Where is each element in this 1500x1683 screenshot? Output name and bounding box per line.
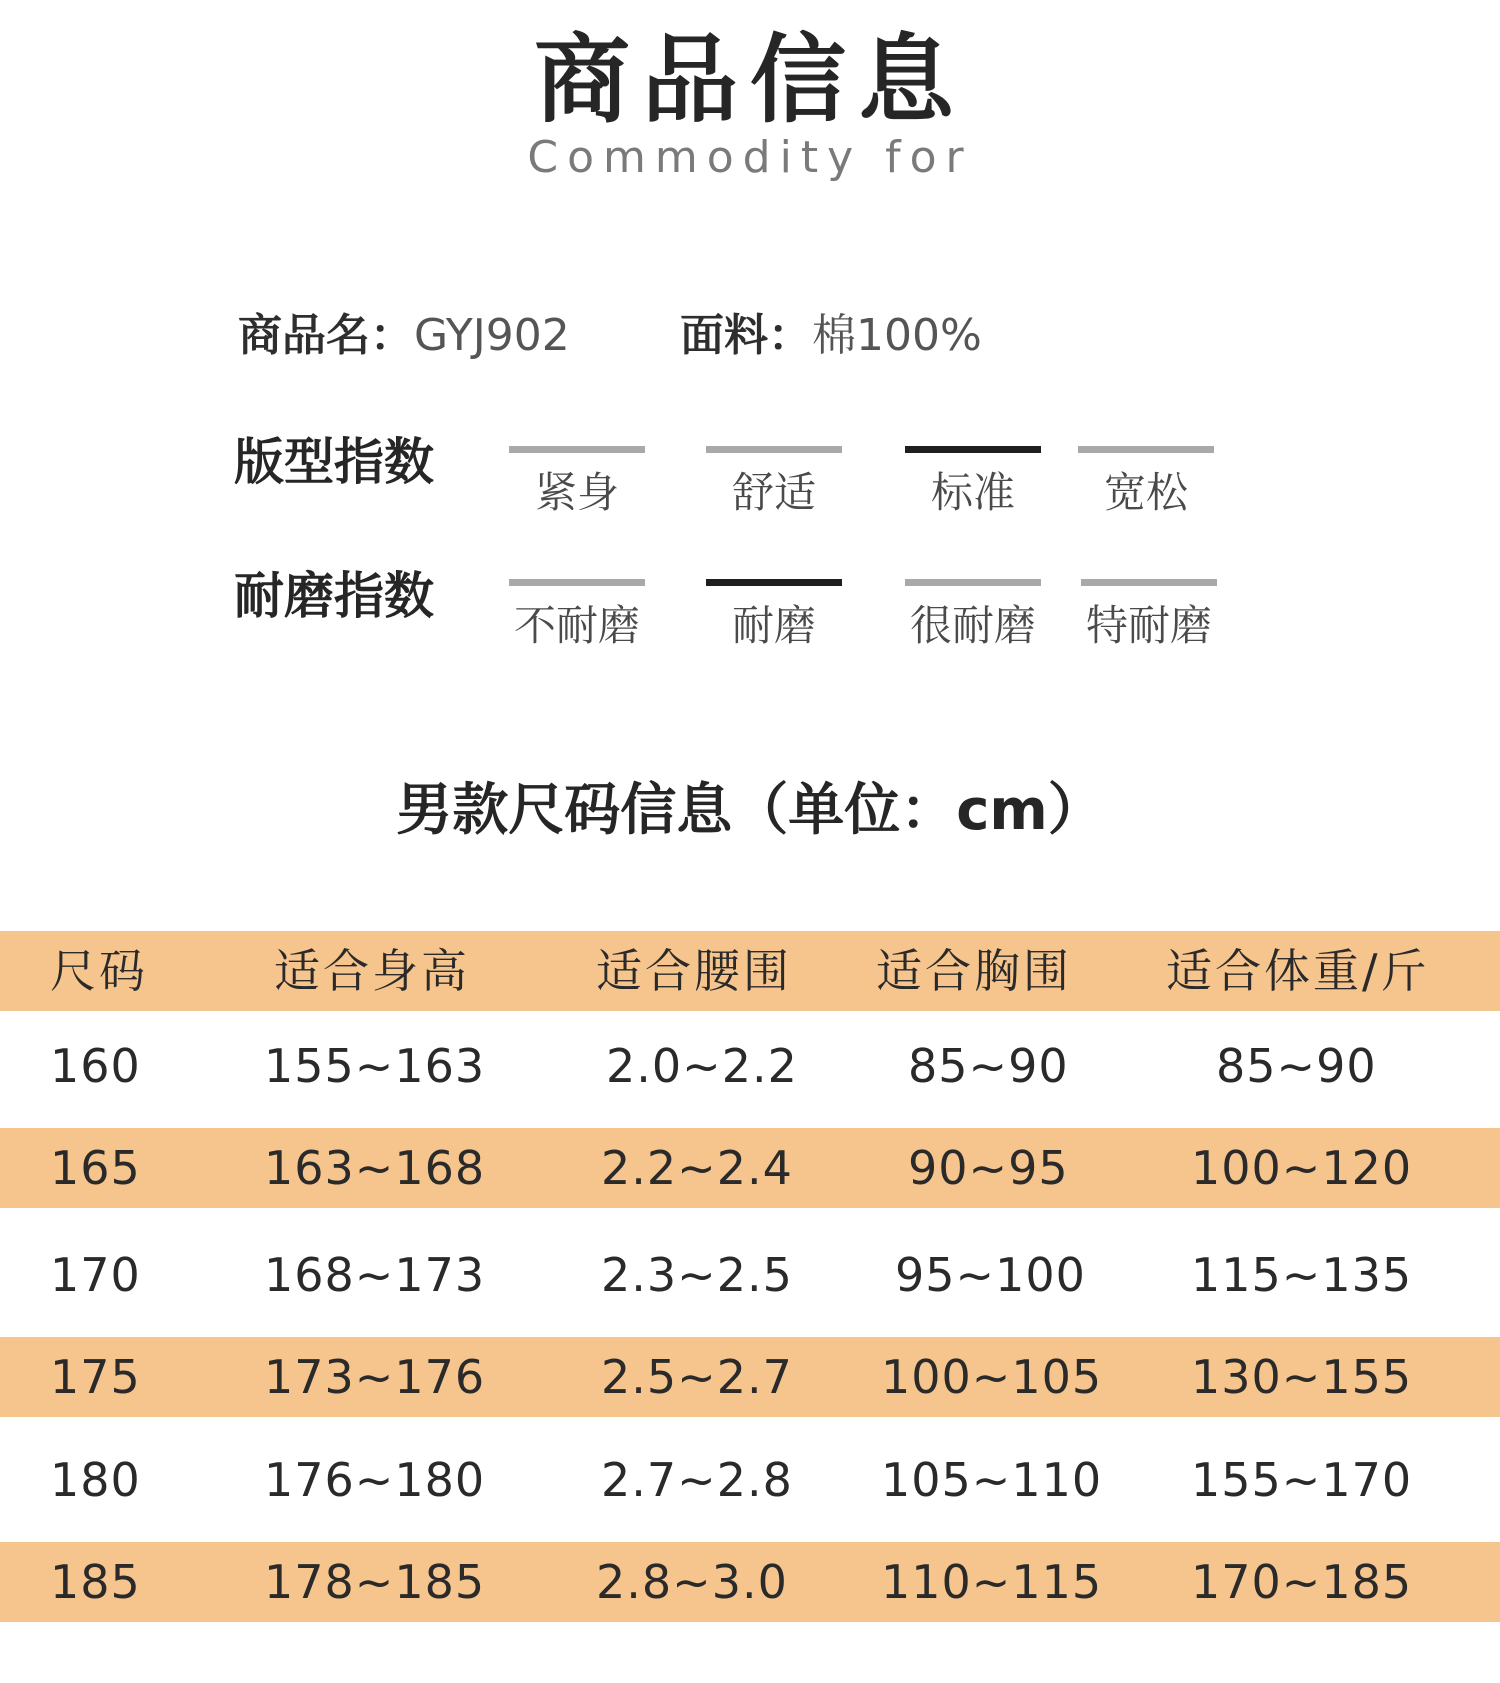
table-cell: 170 — [50, 1248, 141, 1302]
table-cell: 100~120 — [1191, 1141, 1413, 1195]
table-cell: 160 — [50, 1039, 141, 1093]
size-table-title: 男款尺码信息（单位：cm） — [396, 778, 1104, 843]
table-row — [0, 1542, 1500, 1622]
table-cell: 176~180 — [264, 1453, 486, 1507]
column-header: 适合胸围 — [876, 944, 1072, 998]
table-cell: 2.2~2.4 — [601, 1141, 793, 1195]
wear-option-bar-selected — [706, 579, 842, 586]
fit-option-bar — [509, 446, 645, 453]
column-header: 适合体重/斤 — [1166, 944, 1430, 998]
fabric-label: 面料： — [680, 310, 812, 361]
table-cell: 168~173 — [264, 1248, 486, 1302]
fit-option-label: 舒适 — [731, 468, 816, 517]
table-cell: 105~110 — [881, 1453, 1103, 1507]
table-cell: 95~100 — [895, 1248, 1086, 1302]
table-row — [0, 1026, 1500, 1106]
wear-option-extra-durable — [1081, 579, 1217, 652]
table-cell: 2.5~2.7 — [601, 1350, 793, 1404]
wear-option-bar — [1081, 579, 1217, 586]
fit-option-bar-selected — [905, 446, 1041, 453]
table-cell: 110~115 — [881, 1555, 1103, 1609]
fit-index-label: 版型指数 — [234, 433, 434, 491]
column-header: 尺码 — [50, 944, 148, 998]
column-header: 适合身高 — [274, 944, 470, 998]
table-row — [0, 1235, 1500, 1315]
fit-option-standard — [905, 446, 1041, 519]
table-cell: 2.8~3.0 — [596, 1555, 788, 1609]
table-cell: 165 — [50, 1141, 141, 1195]
table-cell: 115~135 — [1191, 1248, 1413, 1302]
wear-option-label: 耐磨 — [731, 601, 816, 650]
table-cell: 2.0~2.2 — [606, 1039, 798, 1093]
product-name — [238, 306, 570, 366]
fit-option-tight — [509, 446, 645, 519]
table-cell: 185 — [50, 1555, 141, 1609]
page-subtitle: Commodity for — [527, 132, 973, 183]
table-cell: 85~90 — [1216, 1039, 1377, 1093]
wear-option-not-durable — [509, 579, 645, 652]
product-name-value: GYJ902 — [414, 310, 570, 361]
wear-index-label: 耐磨指数 — [234, 567, 434, 625]
fit-option-bar — [1078, 446, 1214, 453]
product-name-label: 商品名： — [238, 310, 414, 361]
wear-option-label: 特耐磨 — [1085, 601, 1212, 650]
size-table-header — [0, 931, 1500, 1011]
table-row — [0, 1337, 1500, 1417]
wear-option-label: 不耐磨 — [513, 601, 640, 650]
table-cell: 2.3~2.5 — [601, 1248, 793, 1302]
table-cell: 173~176 — [264, 1350, 486, 1404]
table-cell: 130~155 — [1191, 1350, 1413, 1404]
table-cell: 178~185 — [264, 1555, 486, 1609]
fabric-value: 棉100% — [812, 310, 982, 361]
table-cell: 180 — [50, 1453, 141, 1507]
table-row — [0, 1128, 1500, 1208]
fit-option-comfort — [706, 446, 842, 519]
fabric-info — [680, 306, 982, 366]
table-cell: 163~168 — [264, 1141, 486, 1195]
table-row — [0, 1440, 1500, 1520]
fit-option-label: 标准 — [930, 468, 1015, 517]
column-header: 适合腰围 — [596, 944, 792, 998]
wear-option-very-durable — [905, 579, 1041, 652]
table-cell: 2.7~2.8 — [601, 1453, 793, 1507]
table-cell: 170~185 — [1191, 1555, 1413, 1609]
page-title: 商品信息 — [534, 24, 966, 136]
table-cell: 155~170 — [1191, 1453, 1413, 1507]
fit-option-label: 宽松 — [1103, 468, 1188, 517]
wear-option-durable — [706, 579, 842, 652]
table-cell: 90~95 — [908, 1141, 1069, 1195]
table-cell: 155~163 — [264, 1039, 486, 1093]
wear-option-bar — [905, 579, 1041, 586]
fit-option-label: 紧身 — [534, 468, 619, 517]
fit-option-bar — [706, 446, 842, 453]
table-cell: 100~105 — [881, 1350, 1103, 1404]
fit-option-loose — [1078, 446, 1214, 519]
wear-option-bar — [509, 579, 645, 586]
table-cell: 85~90 — [908, 1039, 1069, 1093]
table-cell: 175 — [50, 1350, 141, 1404]
wear-option-label: 很耐磨 — [909, 601, 1036, 650]
